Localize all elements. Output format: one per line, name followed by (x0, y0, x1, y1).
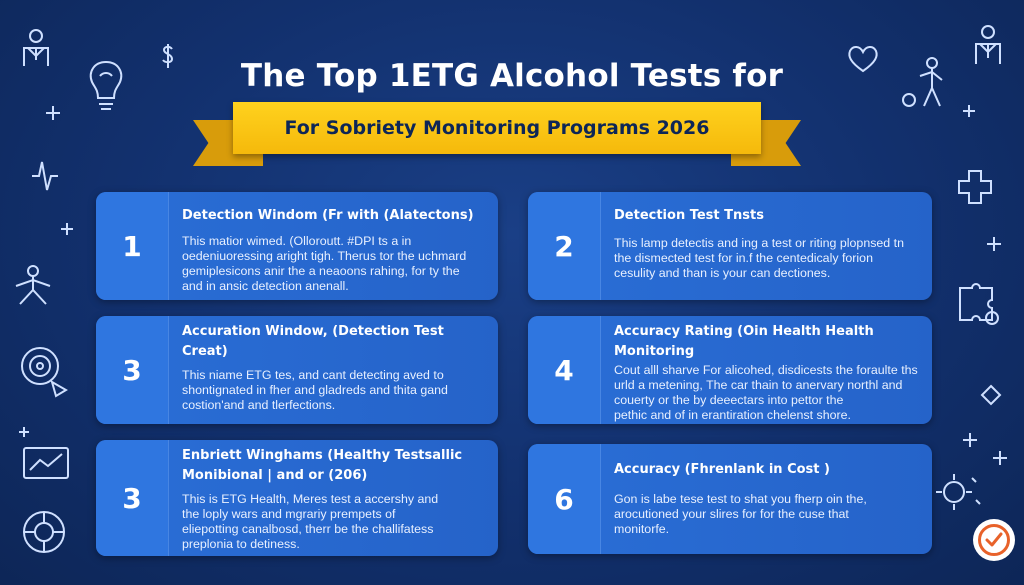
card-number-box (528, 444, 601, 554)
checkmark-ring (978, 524, 1010, 556)
card-body-line: shontignated in fher and gladreds and thita gand (182, 383, 448, 397)
diamond-icon (980, 384, 1002, 406)
heart-icon (846, 44, 880, 74)
puzzle-icon (954, 282, 1002, 328)
card-heading: Accuracy Rating (Oin Health Health Monitoring (614, 324, 874, 359)
card-number: 1 (122, 229, 142, 263)
card-body-line: the loply wars and mgrariy prempets of (182, 507, 396, 521)
plus-icon (962, 432, 978, 448)
card-heading: Enbriett Winghams (Healthy Testsallic Monibional | and or (206) (182, 448, 463, 483)
feature-card-2 (528, 192, 932, 300)
card-body (182, 368, 484, 413)
card-body-line: cesulity and than is your can dectiones. (614, 266, 831, 280)
plus-icon (962, 104, 976, 118)
page-title: The Top 1ETG Alcohol Tests for (240, 58, 784, 94)
plus-icon (992, 450, 1008, 466)
card-body-line: arocutioned your slires for for the cuse that (614, 507, 849, 521)
target-icon (18, 344, 72, 400)
plus-icon (18, 426, 30, 438)
card-body-line: pethic and of in erantiration chelenst shore. (614, 408, 851, 422)
card-number: 3 (122, 481, 142, 515)
lightbulb-brain-icon (84, 58, 128, 114)
card-body-line: urld a metening, The car thain to anervary northl and (614, 378, 903, 392)
card-body-line: oedeniuoressing aright tigh. Therus tor the uchmard (182, 249, 467, 263)
plus-icon (60, 222, 74, 236)
chart-icon (22, 444, 72, 484)
card-body-line: monitorfe. (614, 522, 670, 536)
title-ribbon (193, 100, 801, 172)
card-number: 2 (554, 229, 574, 263)
lifebuoy-icon (18, 508, 70, 558)
checkmark-badge-icon (973, 519, 1015, 561)
card-body-line: This lamp detectis and ing a test or riting plopnsed tn (614, 236, 904, 250)
card-heading: Detection Test Tnsts (614, 208, 764, 223)
card-body-line: and in ansic detection anenall. (182, 279, 349, 293)
card-body-line: This niame ETG tes, and cant detecting aved to (182, 368, 444, 382)
card-number: 3 (122, 353, 142, 387)
card-number-box (96, 316, 169, 424)
card-heading: Detection Windom (Fr with (Alatectons) (182, 208, 474, 223)
card-body (182, 492, 484, 552)
card-number-box (96, 440, 169, 556)
ribbon-subtitle: For Sobriety Monitoring Programs 2026 (284, 117, 710, 139)
card-number: 6 (554, 482, 574, 516)
doctor-icon (18, 28, 54, 68)
feature-card-3 (96, 316, 498, 424)
card-body-line: Gon is labe tese test to shat you fherp oin the, (614, 492, 867, 506)
card-body-line: eliepotting canalbosd, therr be the challifatess (182, 522, 434, 536)
card-heading: Accuration Window, (Detection Test Creat) (182, 324, 444, 359)
cross-icon (956, 168, 994, 206)
card-heading: Accuracy (Fhrenlank in Cost ) (614, 462, 830, 477)
card-body-line: Cout alll sharve For alicohed, disdicests the foraulte ths (614, 363, 918, 377)
person-walking-icon (900, 56, 950, 110)
feature-card-5 (96, 440, 498, 556)
meditation-icon (12, 264, 54, 308)
card-body (614, 492, 918, 537)
card-number-box (528, 192, 601, 300)
doctor-icon (970, 24, 1006, 66)
heartbeat-icon (30, 158, 60, 194)
card-body (182, 234, 484, 294)
card-number-box (528, 316, 601, 424)
card-body-line: couerty or the by deeectars into pettor the (614, 393, 844, 407)
card-body-line: costion'and and tlerfections. (182, 398, 336, 412)
plus-icon (986, 236, 1002, 252)
card-body-line: This is ETG Health, Meres test a accershy and (182, 492, 439, 506)
card-body-line: gemiplesicons anir the a neaoons rahing, for ty the (182, 264, 460, 278)
card-number-box (96, 192, 169, 300)
sparkle-icon (932, 470, 984, 516)
card-number: 4 (554, 353, 574, 387)
ribbon-banner (233, 102, 761, 154)
card-body-line: the dismected test for in.f the centedicaly forion (614, 251, 873, 265)
feature-card-4 (528, 316, 932, 424)
card-body-line: This matior wimed. (Olloroutt. #DPI ts a in (182, 234, 412, 248)
card-body (614, 363, 918, 423)
feature-card-6 (528, 444, 932, 554)
card-body-line: preplonia to detiness. (182, 537, 300, 551)
card-body (614, 236, 918, 281)
feature-card-1 (96, 192, 498, 300)
dollar-icon (160, 42, 176, 70)
plus-icon (44, 104, 62, 122)
